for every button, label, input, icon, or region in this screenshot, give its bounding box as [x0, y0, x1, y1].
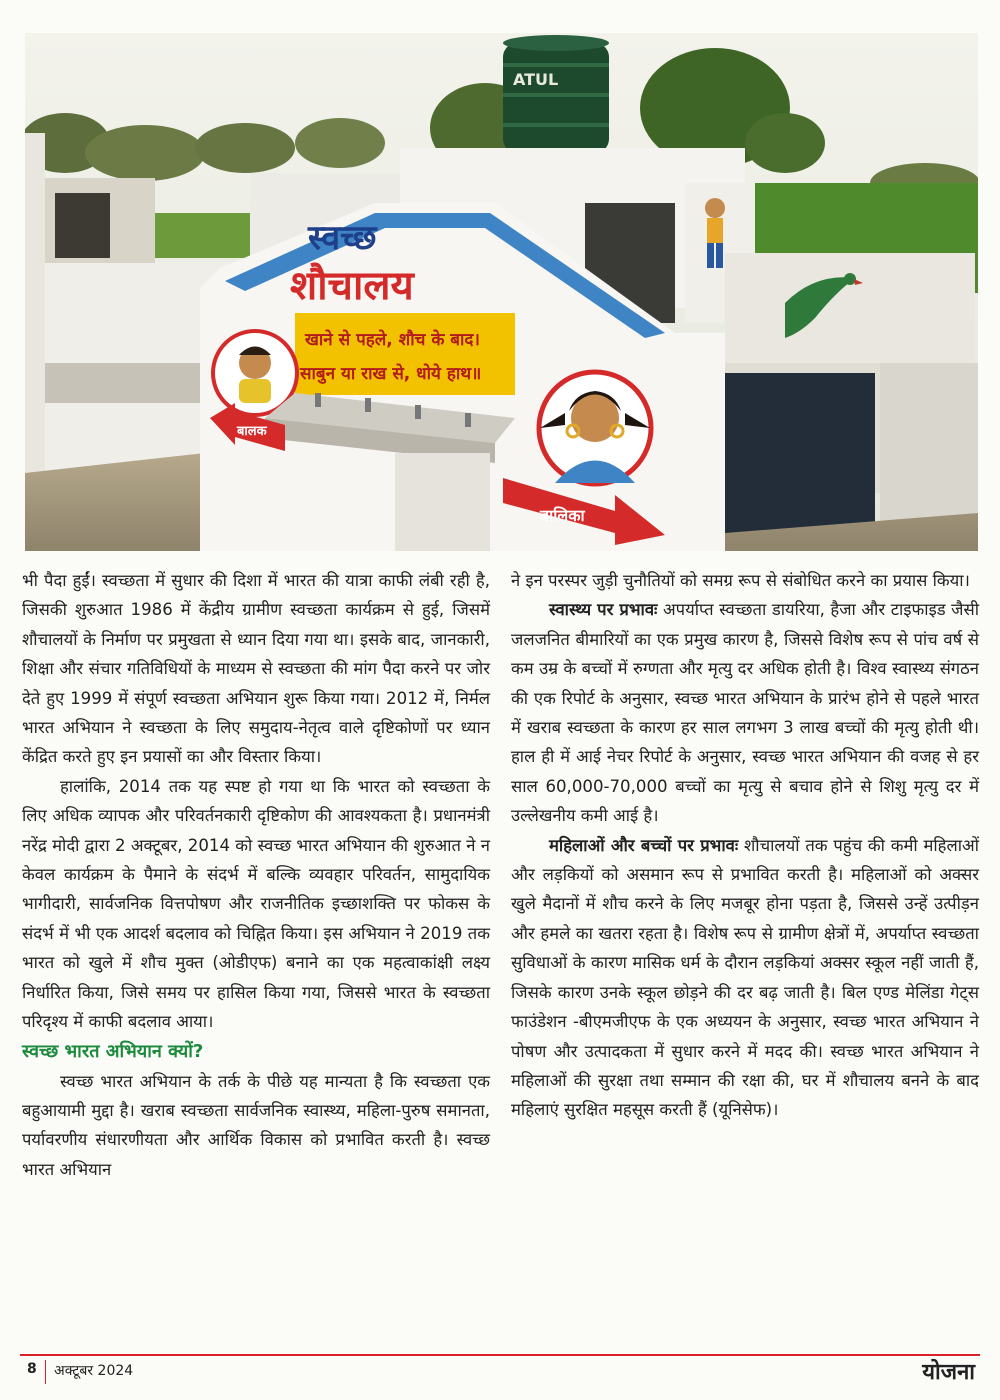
- sign-title-line1: स्वच्छ: [308, 218, 377, 258]
- paragraph: ने इन परस्पर जुड़ी चुनौतियों को समग्र रूप से संबोधित करने का प्रयास किया।: [511, 571, 970, 590]
- magazine-name: योजना: [922, 1360, 975, 1385]
- paragraph-body: शौचालयों तक पहुंच की कमी महिलाओं और लड़कियों को असमान रूप से प्रभावित करती है। महिलाओं को अक्सर खुले मैदानों में शौच करने के लिए मजबूर होना पड़ता है, जिससे उन्हें उत्पीड़न और हमले का खतरा रहता है। विशेष रूप से ग्रामीण क्षेत्रों में, अपर्याप्त स्वच्छता सुविधाओं के कारण मासिक धर्म के दौरान लड़कियां अक्सर स्कूल नहीं जाती हैं, जिसके कारण उनके स्कूल छोड़ने की दर बढ़ जाती है। बिल एण्ड मेलिंडा गेट्स फाउंडेशन -बीएमजीएफ के एक अध्ययन के अनुसार, स्वच्छ भारत अभियान ने पोषण और उत्पादकता में सुधार करने में मदद की। स्वच्छ भारत अभियान ने महिलाओं की सुरक्षा तथा सम्मान की रक्षा की, घर में शौचालय बनने के बाद महिलाएं सुरक्षित महसूस करती हैं (यूनिसेफ)।: [511, 835, 979, 1120]
- paragraph-body: अपर्याप्त स्वच्छता डायरिया, हैजा और टाइफाइड जैसी जलजनित बीमारियों का एक प्रमुख कारण है, जिससे विशेष रूप से पांच वर्ष से कम उम्र के बच्चों में रुग्णता और मृत्यु दर अधिक होती है। विश्व स्वास्थ्य संगठन की एक रिपोर्ट के अनुसार, स्वच्छ भारत अभियान के प्रारंभ होने से पहले भारत में खराब स्वच्छता के कारण हर साल लगभग 3 लाख बच्चों की मृत्यु होती थी। हाल ही में आई नेचर रिपोर्ट के अनुसार, स्वच्छ भारत अभियान की वजह से हर साल 60,000-70,000 बच्चों का मृत्यु से बचाव होने से शिशु मृत्यु दर में उल्लेखनीय कमी आई है।: [511, 600, 979, 826]
- arrow-left-label: बालक: [237, 424, 267, 439]
- arrow-right-label: बालिका: [540, 506, 585, 525]
- water-tank: [503, 35, 609, 153]
- right-column: [511, 566, 979, 1125]
- paragraph: स्वच्छ भारत अभियान के तर्क के पीछे यह मान्यता है कि स्वच्छता एक बहुआयामी मुद्दा है। खराब स्वच्छता सार्वजनिक स्वास्थ्य, महिला-पुरुष समानता, पर्यावरणीय संधारणीयता और आर्थिक विकास को प्रभावित करती है। स्वच्छ भारत अभियान: [22, 1071, 490, 1179]
- left-column: [22, 566, 490, 1184]
- section-heading: स्वच्छ भारत अभियान क्यों?: [22, 1040, 204, 1062]
- sign-title-line2: शौचालय: [290, 263, 414, 309]
- paragraph: हालांकि, 2014 तक यह स्पष्ट हो गया था कि भारत को स्वच्छता के लिए अधिक व्यापक और परिवर्तनकारी दृष्टिकोण की आवश्यकता है। प्रधानमंत्री नरेंद्र मोदी द्वारा 2 अक्टूबर, 2014 को स्वच्छ भारत अभियान की शुरुआत ने न केवल कार्यक्रम के पैमाने के संदर्भ में बल्कि व्यवहार परिवर्तन, सामुदायिक भागीदारी, सार्वजनिक वित्तपोषण और राजनीतिक इच्छाशक्ति पर फोकस के संदर्भ में भी एक आदर्श बदलाव को चिह्नित किया। इस अभियान ने 2019 तक भारत को खुले में शौच मुक्त (ओडीएफ) बनाने का एक महत्वाकांक्षी लक्ष्य निर्धारित किया, जिसे समय पर हासिल किया गया, जिससे भारत के स्वच्छता परिदृश्य में काफी बदलाव आया।: [22, 776, 490, 1032]
- paragraph-lead: स्वास्थ्य पर प्रभावः: [549, 600, 658, 620]
- article-photo: [25, 33, 978, 551]
- paragraph: भी पैदा हुईं। स्वच्छता में सुधार की दिशा में भारत की यात्रा काफी लंबी रही है, जिसकी शुरुआत 1986 में केंद्रीय ग्रामीण स्वच्छता कार्यक्रम से हुई, जिसमें शौचालयों के निर्माण पर प्रमुखता से ध्यान दिया गया था। इसके बाद, जानकारी, शिक्षा और संचार गतिविधियों के माध्यम से स्वच्छता की मांग पैदा करने पर जोर देते हुए 1999 में संपूर्ण स्वच्छता अभियान शुरू किया गया। 2012 में, निर्मल भारत अभियान ने स्वच्छता के लिए समुदाय-नेतृत्व वाले दृष्टिकोणों पर ध्यान केंद्रित करते हुए इन प्रयासों का और विस्तार किया।: [22, 571, 490, 767]
- paragraph-lead: महिलाओं और बच्चों पर प्रभावः: [549, 835, 739, 855]
- tank-brand: ATUL: [513, 70, 559, 89]
- issue-date: अक्टूबर 2024: [54, 1363, 134, 1379]
- sign-message-line2: साबुन या राख से, धोये हाथ॥: [300, 364, 482, 384]
- paragraph: [511, 595, 979, 830]
- paragraph: [511, 831, 979, 1125]
- sign-message-line1: खाने से पहले, शौच के बाद।: [305, 330, 480, 350]
- page-number: 8: [27, 1361, 37, 1377]
- girl-portrait: [539, 372, 651, 484]
- footer-rule: [20, 1354, 980, 1356]
- footer-separator: [45, 1360, 46, 1384]
